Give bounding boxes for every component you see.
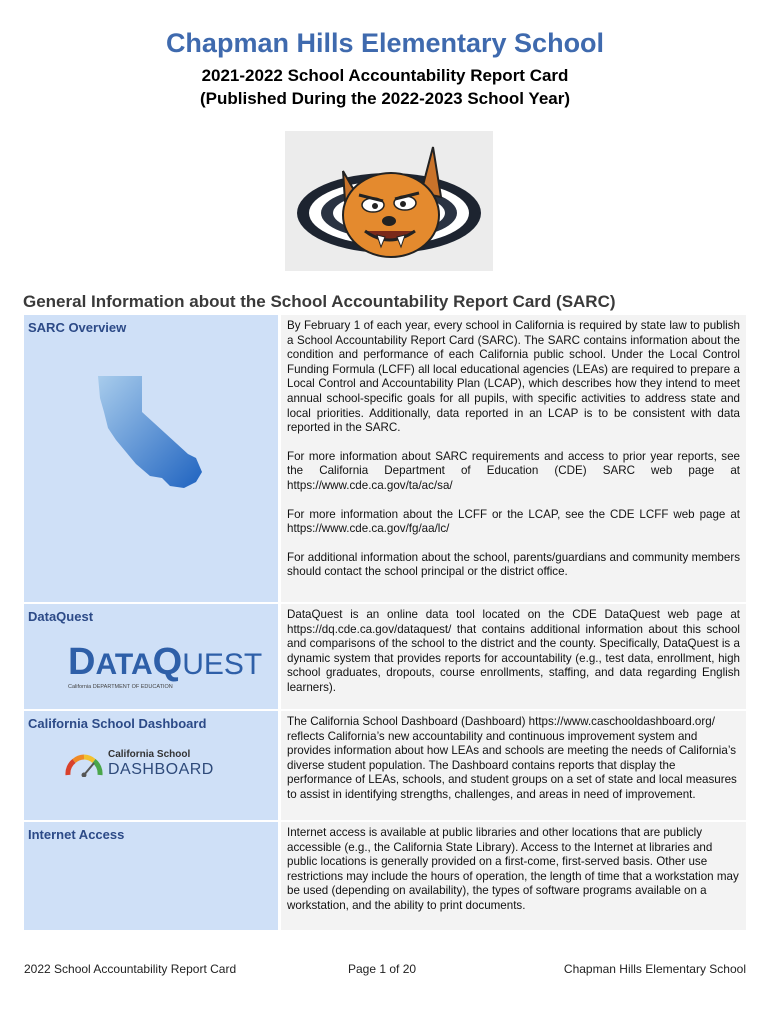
footer-left: 2022 School Accountability Report Card bbox=[24, 962, 237, 976]
dashboard-label-cell bbox=[24, 711, 278, 820]
sarc-overview-paragraph-1: By February 1 of each year, every school in California is required by state law to publish a School Accountability Report Card (SARC). The SARC contains information about the condition and performance of each California public school. Under the Local Control Funding Formula (LCFF) all local educational agencies (LEAs) are required to prepare a Local Control and Accountability Plan (LCAP), which describes how they intend to meet annual school-specific goals for all pupils, with specific activities to address state and local priorities. Additionally, data reported in an LCAP is to be consistent with data reported in the SARC. bbox=[287, 319, 740, 435]
sarc-overview-text-cell bbox=[281, 315, 746, 602]
dataquest-logo-q: Q bbox=[152, 641, 183, 683]
dataquest-logo-subtitle: California DEPARTMENT OF EDUCATION bbox=[68, 684, 173, 690]
sarc-overview-paragraph-3: For more information about the LCFF or the LCAP, see the CDE LCFF web page at https://www.cde.ca.gov/fg/aa/lc/ bbox=[287, 507, 740, 536]
dashboard-logo bbox=[64, 745, 244, 785]
dashboard-text-cell bbox=[281, 711, 746, 820]
sarc-overview-label-cell bbox=[24, 315, 278, 602]
dataquest-logo-uest: UEST bbox=[182, 648, 263, 681]
report-subtitle bbox=[0, 64, 770, 110]
california-map-icon bbox=[92, 372, 216, 497]
report-title: 2021-2022 School Accountability Report Card bbox=[201, 66, 569, 85]
footer-page-number: Page 1 of 20 bbox=[348, 962, 417, 976]
dataquest-text-cell bbox=[281, 604, 746, 709]
dashboard-logo-line2: DASHBOARD bbox=[108, 761, 214, 778]
dashboard-logo-line1: California School bbox=[108, 749, 191, 760]
footer-right: Chapman Hills Elementary School bbox=[563, 962, 746, 976]
dataquest-row bbox=[24, 604, 746, 709]
sarc-overview-paragraph-4: For additional information about the school, parents/guardians and community members should contact the school principal or the district office. bbox=[287, 550, 740, 579]
dataquest-paragraph: DataQuest is an online data tool located on the CDE DataQuest web page at https://dq.cde.ca.gov/dataquest/ that contains additional information about this school and comparisons of the school to the district and the county. Specifically, DataQuest is a dynamic system that provides reports for accountability (e.g., test data, enrollment, high school graduates, dropouts, course enrollments, staffing, and data regarding English learners). bbox=[287, 608, 740, 694]
publish-note: (Published During the 2022-2023 School Year) bbox=[199, 89, 571, 108]
dashboard-row bbox=[24, 711, 746, 820]
gauge-icon bbox=[64, 751, 104, 777]
sarc-overview-row bbox=[24, 315, 746, 602]
dataquest-logo-d: D bbox=[68, 641, 96, 683]
dataquest-label: DataQuest bbox=[28, 609, 94, 624]
sarc-overview-paragraph-2: For more information about SARC requirements and access to prior year reports, see the California Department of Education (CDE) SARC web page at https://www.cde.ca.gov/ta/ac/sa/ bbox=[287, 449, 740, 492]
school-mascot-logo bbox=[285, 131, 493, 271]
dashboard-paragraph: The California School Dashboard (Dashboard) https://www.caschooldashboard.org/ reflects California’s new accountability and continuous improvement system and provides information about how LEAs and schools are meeting the needs of California’s diverse student population. The Dashboard contains reports that display the performance of LEAs, schools, and student groups on a set of state and local measures to assist in identifying strengths, challenges, and areas in need of improvement. bbox=[287, 715, 737, 801]
dataquest-logo bbox=[68, 641, 263, 694]
internet-access-row bbox=[24, 822, 746, 930]
internet-access-label-cell bbox=[24, 822, 278, 930]
dataquest-logo-ata: ATA bbox=[95, 648, 153, 681]
internet-access-label: Internet Access bbox=[28, 827, 125, 842]
dashboard-label: California School Dashboard bbox=[28, 716, 207, 731]
dataquest-label-cell bbox=[24, 604, 278, 709]
school-name-title: Chapman Hills Elementary School bbox=[165, 28, 605, 58]
internet-access-text-cell bbox=[281, 822, 746, 930]
internet-access-paragraph: Internet access is available at public libraries and other locations that are publicly accessible (e.g., the California State Library). Access to the Internet at libraries and public locations is generally provided on a first-come, first-served basis. Other use restrictions may include the hours of operation, the length of time that a workstation may be used (depending on availability), the types of software programs available on a workstation, and the ability to print documents. bbox=[287, 826, 739, 912]
sarc-overview-label: SARC Overview bbox=[28, 320, 127, 335]
section-heading: General Information about the School Accountability Report Card (SARC) bbox=[23, 292, 616, 311]
